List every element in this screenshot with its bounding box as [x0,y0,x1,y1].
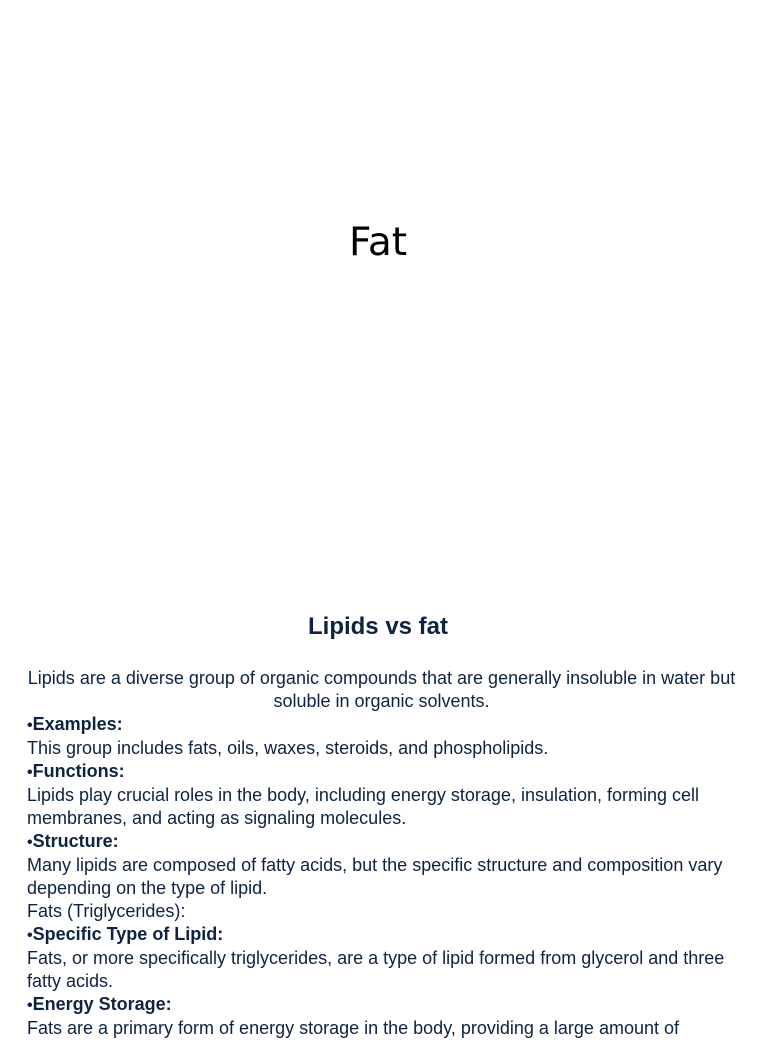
bullet-text-structure: Many lipids are composed of fatty acids, but the specific structure and composition vary depending on the type of lipid. [27,855,723,898]
bullet-heading-text: Specific Type of Lipid: [32,924,224,944]
bullet-dot: • [27,834,33,851]
bullet-dot: • [27,997,33,1014]
content-heading: Lipids vs fat [307,613,449,640]
bullet-heading-functions [27,760,742,784]
bullet-text-functions: Lipids play crucial roles in the body, including energy storage, insulation, forming cell membranes, and acting as signaling molecules. [27,785,700,828]
slide-title: Fat [348,220,408,265]
bullet-heading-structure [27,830,742,854]
bullet-text-examples: This group includes fats, oils, waxes, steroids, and phospholipids. [27,738,549,758]
content-body [27,667,742,1040]
bullet-heading-text: Examples: [32,714,123,734]
bullet-text-specific-type: Fats, or more specifically triglycerides, are a type of lipid formed from glycerol and three fatty acids. [27,948,725,991]
intro-paragraph: Lipids are a diverse group of organic compounds that are generally insoluble in water but soluble in organic solvents. [27,668,736,711]
bullet-heading-text: Structure: [32,831,119,851]
bullet-heading-specific-type [27,923,742,947]
bullet-dot: • [27,764,33,781]
bullet-heading-energy-storage [27,993,742,1017]
subsection-label: Fats (Triglycerides): [27,901,186,921]
bullet-heading-text: Functions: [32,761,125,781]
content-slide [0,576,768,1038]
bullet-heading-examples [27,713,742,737]
bullet-dot: • [27,927,33,944]
bullet-dot: • [27,717,33,734]
bullet-heading-text: Energy Storage: [32,994,172,1014]
bullet-text-energy-storage: Fats are a primary form of energy storage in the body, providing a large amount of [27,1018,679,1038]
